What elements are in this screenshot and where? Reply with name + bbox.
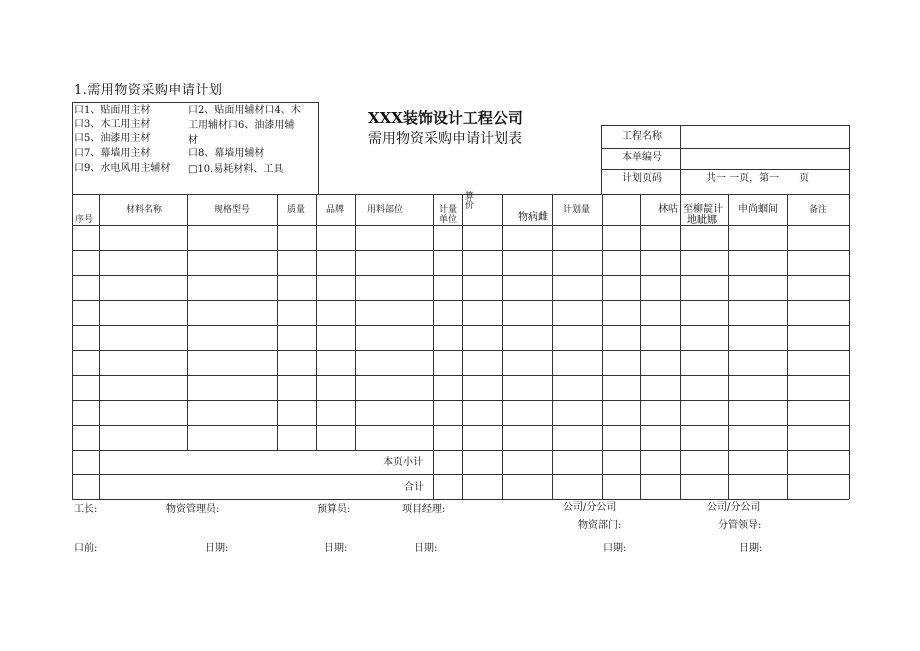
col-line	[787, 194, 788, 499]
category-box-right	[318, 102, 319, 194]
category-7: 口7、幕墙用主材	[74, 148, 151, 159]
header-brand: 品牌	[326, 205, 345, 215]
table-row	[72, 375, 849, 376]
table-row	[72, 350, 849, 351]
table-row	[72, 225, 849, 226]
foreman-label: 工长:	[74, 504, 98, 515]
page-number-value: 共一 一页，第一 页	[706, 173, 810, 184]
category-10: □10.易耗材料、工具	[188, 164, 284, 175]
col-line	[502, 194, 503, 499]
date-label: 口前:	[74, 543, 98, 554]
info-box-top	[601, 125, 849, 126]
col-line	[355, 194, 356, 450]
table-row	[72, 300, 849, 301]
info-row-2	[601, 169, 849, 170]
table-left	[72, 194, 73, 499]
header-remark: 备注	[809, 205, 828, 215]
date-label: 日期:	[414, 543, 438, 554]
col-line	[433, 194, 434, 499]
date-label: 日期:	[739, 543, 763, 554]
header-col-12: 申尚蝈间	[738, 204, 778, 215]
header-unit: 计量单位	[438, 205, 457, 225]
header-col-8: 物病雌	[518, 212, 548, 223]
info-box-right	[849, 125, 850, 194]
table-top	[72, 194, 849, 195]
col-line	[680, 194, 681, 499]
col-line	[602, 194, 603, 499]
form-number-label: 本单编号	[622, 152, 662, 163]
table-row	[72, 450, 849, 451]
form-title: 需用物资采购申请计划表	[368, 131, 522, 147]
col-line	[277, 194, 278, 450]
table-row	[72, 250, 849, 251]
category-5: 口5、油漆用主材	[74, 133, 151, 144]
header-col-11a: 至柳靛计	[683, 204, 723, 215]
company-label-b: 公司/分公司	[707, 502, 761, 513]
date-label: 口期:	[603, 543, 627, 554]
category-box-left	[72, 102, 73, 194]
table-row	[72, 325, 849, 326]
category-2-cont: 工用辅材口6、油漆用辅	[188, 120, 295, 131]
table-right	[849, 194, 850, 499]
material-manager-label: 物资管理员:	[166, 504, 220, 515]
section-title: 1.需用物资采购申请计划	[74, 83, 223, 98]
category-9: 口9、水电风用主辅材	[74, 163, 171, 174]
category-3: 口3、木工用主材	[74, 119, 151, 130]
project-name-label: 工程名称	[622, 131, 662, 142]
header-price-a: 算	[465, 192, 475, 202]
header-price-b: 价	[465, 201, 475, 211]
category-1: 口1、贴面用主材	[74, 105, 151, 116]
col-line	[552, 194, 553, 499]
header-col-11b: 地眦娜	[687, 215, 717, 226]
budgeter-label: 预算员:	[317, 504, 351, 515]
table-row	[72, 474, 849, 475]
header-plan-qty: 计划量	[563, 205, 591, 215]
header-quality: 质量	[287, 205, 306, 215]
date-label: 日期:	[324, 543, 348, 554]
col-line	[728, 194, 729, 499]
col-line	[316, 194, 317, 450]
header-material: 材料名称	[126, 205, 163, 215]
header-spec: 规格型号	[214, 205, 251, 215]
col-line	[462, 194, 463, 499]
material-dept-label: 物资部门:	[578, 520, 622, 531]
table-row	[72, 400, 849, 401]
info-box-left	[601, 125, 602, 194]
header-usage: 用料部位	[367, 205, 404, 215]
company-name: XXX装饰设计工程公司	[368, 109, 523, 127]
category-2: 口2、贴面用辅材口4、木	[188, 105, 301, 116]
leader-label: 分管领导:	[718, 520, 762, 531]
project-manager-label: 项目经理:	[402, 504, 446, 515]
page-number-label: 计划页码	[622, 173, 662, 184]
info-box-divider	[680, 125, 681, 194]
table-row	[72, 425, 849, 426]
date-label: 日期:	[205, 543, 229, 554]
table-bottom	[72, 499, 849, 500]
company-label-a: 公司/分公司	[563, 502, 617, 513]
category-2-cont2: 材	[188, 135, 198, 146]
col-line	[99, 194, 100, 499]
subtotal-label: 本页小计	[383, 457, 423, 468]
total-label: 合计	[404, 482, 424, 493]
col-line	[187, 194, 188, 450]
category-8: 口8、幕墙用辅材	[188, 148, 265, 159]
info-row-1	[601, 148, 849, 149]
col-line	[640, 194, 641, 499]
header-seq: 序号	[75, 215, 94, 225]
category-box-top	[72, 102, 318, 103]
table-row	[72, 275, 849, 276]
header-col-10: 林咕	[658, 204, 678, 215]
